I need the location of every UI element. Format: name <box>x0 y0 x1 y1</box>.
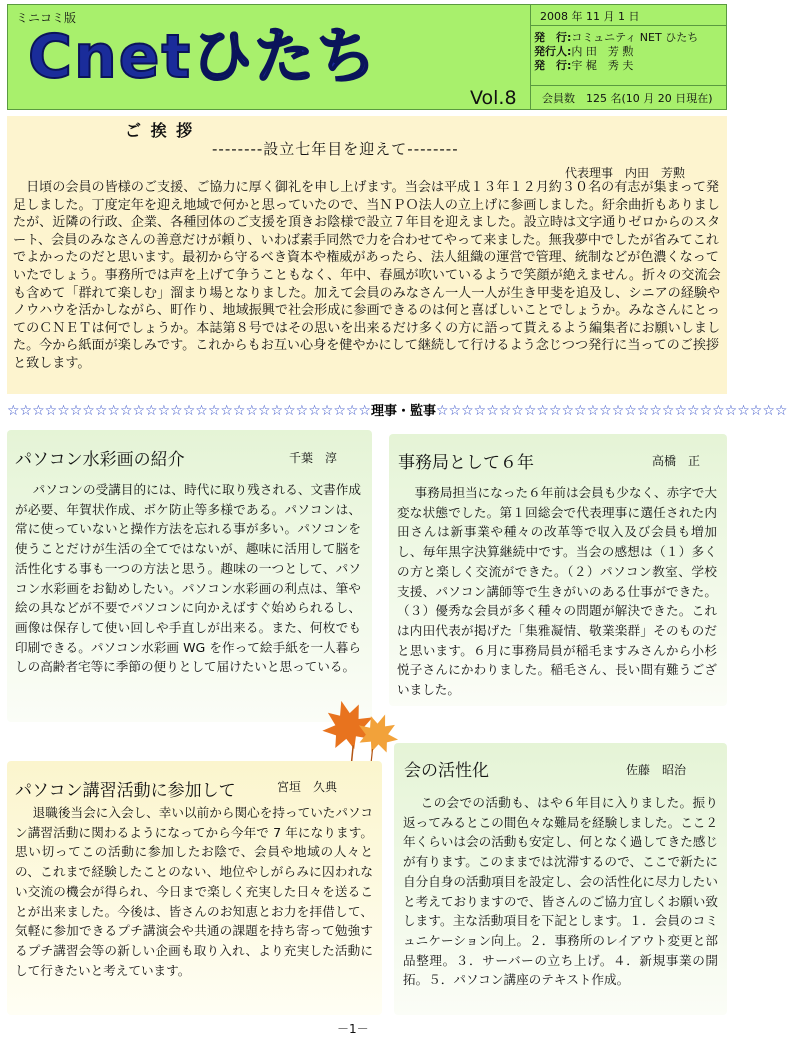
section-label: 理事・監事 <box>370 404 436 419</box>
greeting-body: 日頃の会員の皆様のご支援、ご協力に厚く御礼を申し上げます。当会は平成１３年１２月約３０名の有志が集まって発足しました。丁度定年を迎え地域で何かと思っていたので、当ＮＰＯ法人の立上げに参画しました。紆余曲折もありましたが、近隣の行政、企業、各種団体のご支援を頂きお陰様で設立７年目を迎えました。設立時は文字通りゼロからのスタート、会員のみなさんの善意だけが頼り、いわば素手同然で力を合わせてやって来ました。無我夢中でしたが省みてこれでよかったのだと思います。最初から守るべき資本や権威があったら、法人組織の運営で管理、統制などが色濃くなっていたでしょう。事務所では声を上げて争うこともなく、年中、春風が吹いているようで笑顔が絶えません。折々の交流会も含めて「群れて楽しむ」溜まり場となりました。加えて会員のみなさん一人一人が生き甲斐を追及し、シニアの経験やノウハウを活かしながら、町作り、地域振興で社会形成に参画できるのは何と喜ばしいことでしょうか。みなさんにとってのＣＮＥＴは何でしょうか。本誌第８号ではその思いを出来るだけ多くの方に語って貰えるよう編集者にお願いしました。今から紙面が楽しみです。これからもお互い心身を健やかにして継続して行けるよう念じつつ発行に当ってのご挨拶と致します。 <box>13 180 721 371</box>
greeting-subtitle: --------設立七年目を迎えて-------- <box>212 140 459 158</box>
greeting-author: 代表理事 内田 芳勲 <box>565 166 686 180</box>
divider-line <box>530 85 726 86</box>
member-count: 会員数 125 名(10 月 20 日現在) <box>542 92 713 105</box>
article-author: 佐藤 昭治 <box>626 763 687 777</box>
logo-area <box>8 5 531 109</box>
issuer-value: 内 田 芳 勲 <box>571 45 634 58</box>
editor-row <box>534 59 633 73</box>
publisher-value: コミュニティ NET ひたち <box>571 31 699 44</box>
volume-label: Vol.8 <box>470 87 517 109</box>
article-author: 千葉 淳 <box>289 451 338 465</box>
greeting-title: ご 挨 拶 <box>125 121 195 140</box>
article-title: パソコン水彩画の紹介 <box>15 450 185 470</box>
article-author: 高橋 正 <box>652 454 701 468</box>
article-title: 会の活性化 <box>404 761 489 781</box>
article-title: パソコン講習活動に参加して <box>15 781 236 801</box>
issuer-row <box>534 45 633 59</box>
article-author: 宮垣 久典 <box>277 780 338 794</box>
greeting-section <box>7 116 727 394</box>
article-body: この会での活動も、はや６年目に入りました。振り返ってみるとこの間色々な難局を経験しました。ここ２年くらいは会の活動も安定し、何となく過してきた感じが有ります。このままでは沈滞するので、ここで新たに自分自身の活動項目を設定し、会の活性化に尽力したいと考えておりますので、皆さんのご協力宜しくお願い致します。主な活動項目を下記とします。１．会員のコミュニケーション向上。２．事務所のレイアウト変更と部品整理。３．サーバーの立ち上げ。４．新規事業の開拓。５．パソコン講座のテキスト作成。 <box>403 795 718 988</box>
star-divider <box>7 400 787 419</box>
star-divider-right: ☆☆☆☆☆☆☆☆☆☆☆☆☆☆☆☆☆☆☆☆☆☆☆☆☆☆☆☆ <box>436 403 787 419</box>
article-watercolor <box>7 430 372 722</box>
publication-info <box>530 5 726 109</box>
editor-value: 宇 梶 秀 夫 <box>571 59 634 72</box>
publisher-row <box>534 31 698 45</box>
article-body: 退職後当会に入会し、幸い以前から関心を持っていたパソコン講習活動に関わるようになってから今年で 7 年になります。思い切ってこの活動に参加したお陰で、会員や地域の人々との、これまで経験したことのない、地位やしがらみに囚われない交流の機会が得られ、今日まで楽しく充実した日々を送ることが出来ました。今後は、皆さんのお知恵とお力を拝借して、気軽に参加できるプチ講演会や共通の課題を持ち寄って勉強するプチ講習会等の新しい企画も取り入れ、より充実した活動にして行きたいと考えています。 <box>15 805 373 978</box>
star-divider-left: ☆☆☆☆☆☆☆☆☆☆☆☆☆☆☆☆☆☆☆☆☆☆☆☆☆☆☆☆☆ <box>7 403 371 419</box>
newsletter-logo: Cnetひたち <box>28 22 379 92</box>
edition-label: ミニコミ版 <box>16 11 77 25</box>
editor-key: 発 行: <box>534 59 572 72</box>
masthead <box>7 4 727 110</box>
article-pc-lessons <box>7 761 382 1015</box>
maple-leaves-icon <box>306 690 406 770</box>
divider-line <box>530 25 726 26</box>
issuer-key: 発行人: <box>534 45 572 58</box>
article-body: パソコンの受講目的には、時代に取り残される、文書作成が必要、年賀状作成、ボケ防止等多様である。パソコンは、常に使っていないと操作方法を忘れる事が多い。パソコンを使うことだけが生活の全てではないが、趣味に活用して脳を活性化する事も一つの方法と思う。趣味の一つとして、パソコン水彩画をお勧めしたい。パソコン水彩画の利点は、筆や絵の具などが不要でパソコンに向かえばすぐ始められるし、画像は保存して使い回しや手直しが出来る。また、何枚でも印刷できる。パソコン水彩画 WG を作って絵手紙を一人暮らしの高齢者宅等に季節の便りとして届けたいと思っている。 <box>15 482 361 675</box>
publisher-key: 発 行: <box>534 31 572 44</box>
issue-date: 2008 年 11 月 1 日 <box>540 10 640 23</box>
article-title: 事務局として６年 <box>398 453 534 473</box>
article-body: 事務局担当になった６年前は会員も少なく、赤字で大変な状態でした。第１回総会で代表理事に選任された内田さんは新事業や種々の改革等で収入及び会員も増加し、毎年黒字決算継続中です。当会の感想は（１）多くの方と楽しく交流ができた。（２）パソコン教室、学校支援、パソコン講師等で生きがいのある仕事ができた。（３）優秀な会員が多く種々の問題が解決できた。これは内田代表が掲げた「集雅凝情、敬業楽群」そのものだと思います。６月に事務局員が稲毛ますみさんから小杉悦子さんにかわりました。稲毛さん、長い間有難うございました。 <box>397 485 717 698</box>
article-secretariat <box>389 434 727 706</box>
article-revitalization <box>394 743 727 1015</box>
page-number: －1－ <box>337 1022 369 1036</box>
